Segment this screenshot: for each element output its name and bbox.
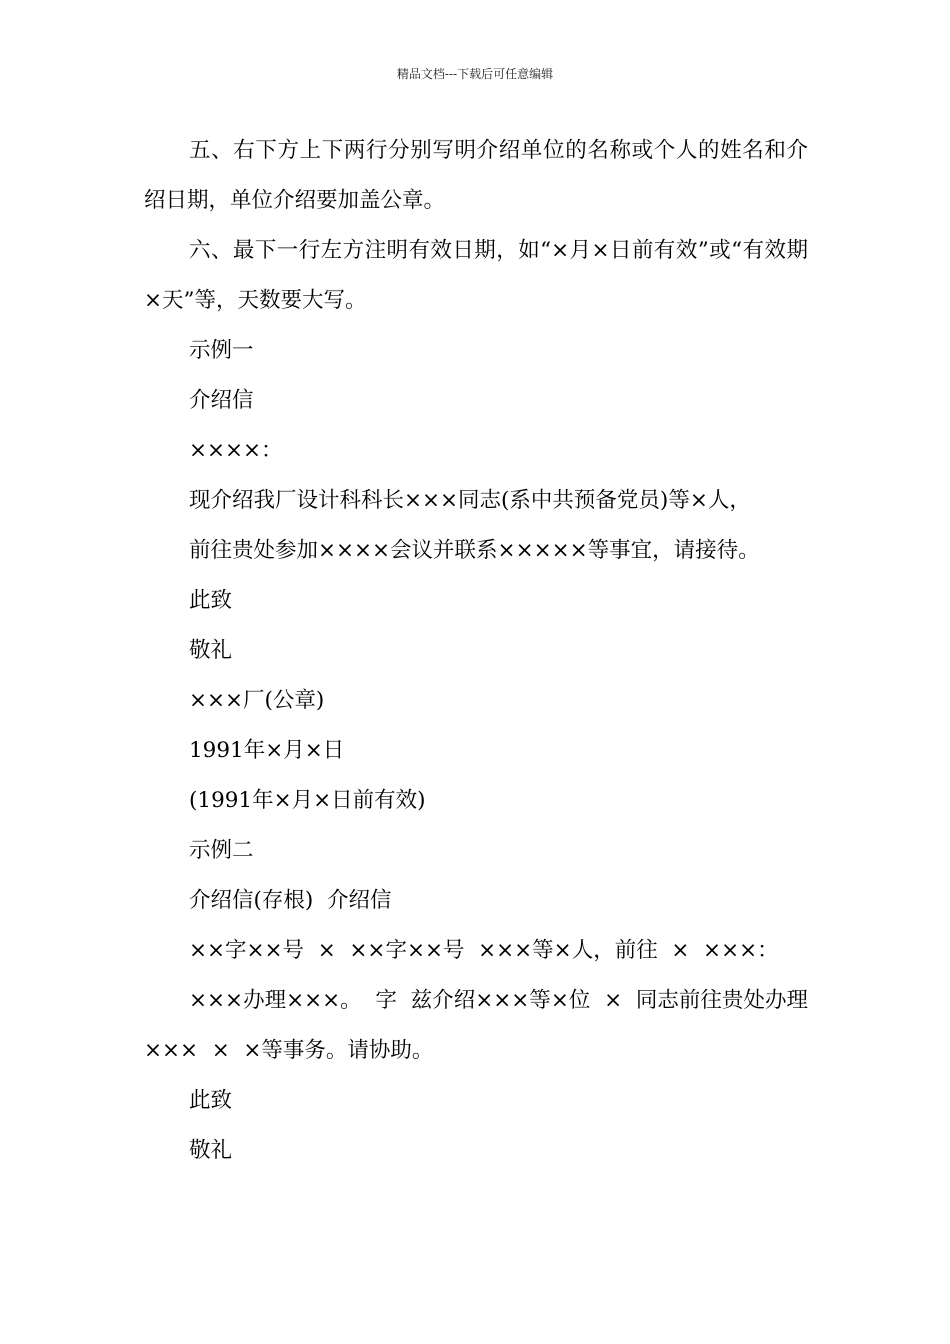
example-2-paragraph-2: ×××办理×××。 字 兹介绍×××等×位 × 同志前往贵处办理××× × ×等事务。请协助。 [144, 988, 808, 1063]
example-1-label: 示例一 [189, 338, 254, 363]
example-1-title: 介绍信 [189, 388, 254, 413]
example-1-closing-1: 此致 [189, 588, 233, 613]
page-header: 精品文档---下载后可任意编辑 [396, 67, 554, 81]
document-body [144, 126, 808, 1176]
example-1-validity: (1991年×月×日前有效) [189, 788, 426, 813]
example-1-addressee: ××××： [189, 438, 283, 463]
example-2-label: 示例二 [189, 838, 254, 863]
paragraph-item-6: 六、最下一行左方注明有效日期，如“×月×日前有效”或“有效期×天”等，天数要大写。 [144, 238, 808, 313]
example-2-closing-2: 敬礼 [189, 1138, 233, 1163]
example-1-date: 1991年×月×日 [189, 738, 345, 763]
example-1-signature: ×××厂(公章) [189, 688, 325, 713]
example-1-closing-2: 敬礼 [189, 638, 233, 663]
example-1-body-line-2: 前往贵处参加××××会议并联系×××××等事宜，请接待。 [189, 538, 760, 563]
paragraph-item-5: 五、右下方上下两行分别写明介绍单位的名称或个人的姓名和介绍日期，单位介绍要加盖公章。 [144, 138, 808, 213]
example-1-body-line-1: 现介绍我厂设计科科长×××同志(系中共预备党员)等×人， [189, 488, 751, 513]
example-2-closing-1: 此致 [189, 1088, 233, 1113]
example-2-paragraph-1: ××字××号 × ××字××号 ×××等×人，前往 × ×××： [189, 938, 779, 963]
example-2-title: 介绍信(存根) 介绍信 [189, 888, 392, 913]
